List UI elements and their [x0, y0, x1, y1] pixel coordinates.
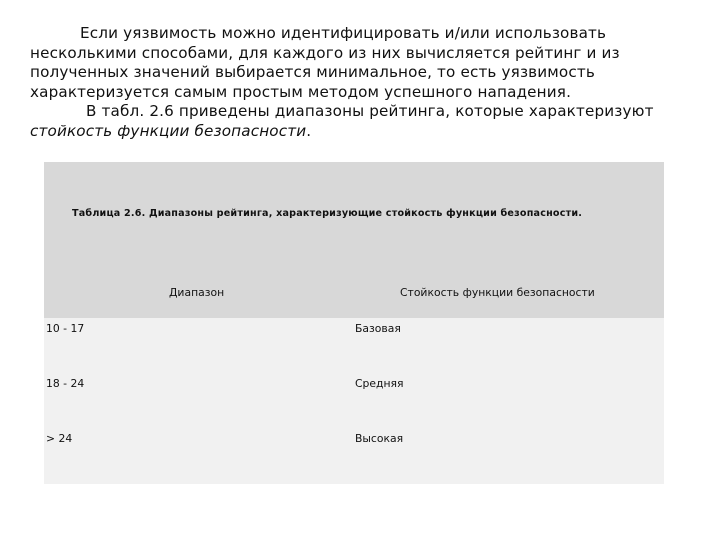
paragraph-line: несколькими способами, для каждого из них вычисляется рейтинг и из	[30, 43, 620, 62]
table-cell-strength: Средняя	[355, 377, 404, 390]
paragraph-line: характеризуется самым простым методом успешного нападения.	[30, 82, 572, 101]
paragraph-line	[30, 122, 680, 142]
table-row	[44, 377, 664, 397]
italic-term: стойкость функции безопасности	[30, 121, 307, 140]
table-row	[44, 432, 664, 452]
table-cell-strength: Базовая	[355, 322, 401, 335]
column-header-strength: Стойкость функции безопасности	[400, 286, 595, 299]
table-cell-strength: Высокая	[355, 432, 404, 445]
table-caption: Таблица 2.6. Диапазоны рейтинга, характеризующие стойкость функции безопасности.	[72, 208, 583, 219]
column-header-range: Диапазон	[169, 286, 225, 299]
body-text	[30, 24, 680, 141]
paragraph-line: полученных значений выбирается минимальное, то есть уязвимость	[30, 63, 595, 81]
table-row	[44, 322, 664, 342]
rating-table	[44, 162, 664, 484]
table-cell-range: 10 - 17	[46, 322, 85, 335]
table-cell-range: > 24	[46, 432, 73, 445]
paragraph-line: Если уязвимость можно идентифицировать и/или использовать	[80, 24, 607, 42]
paragraph-end: .	[306, 121, 312, 140]
table-header	[44, 162, 664, 318]
table-cell-range: 18 - 24	[46, 377, 85, 390]
paragraph-line: В табл. 2.6 приведены диапазоны рейтинга, которые характеризуют	[86, 102, 654, 120]
